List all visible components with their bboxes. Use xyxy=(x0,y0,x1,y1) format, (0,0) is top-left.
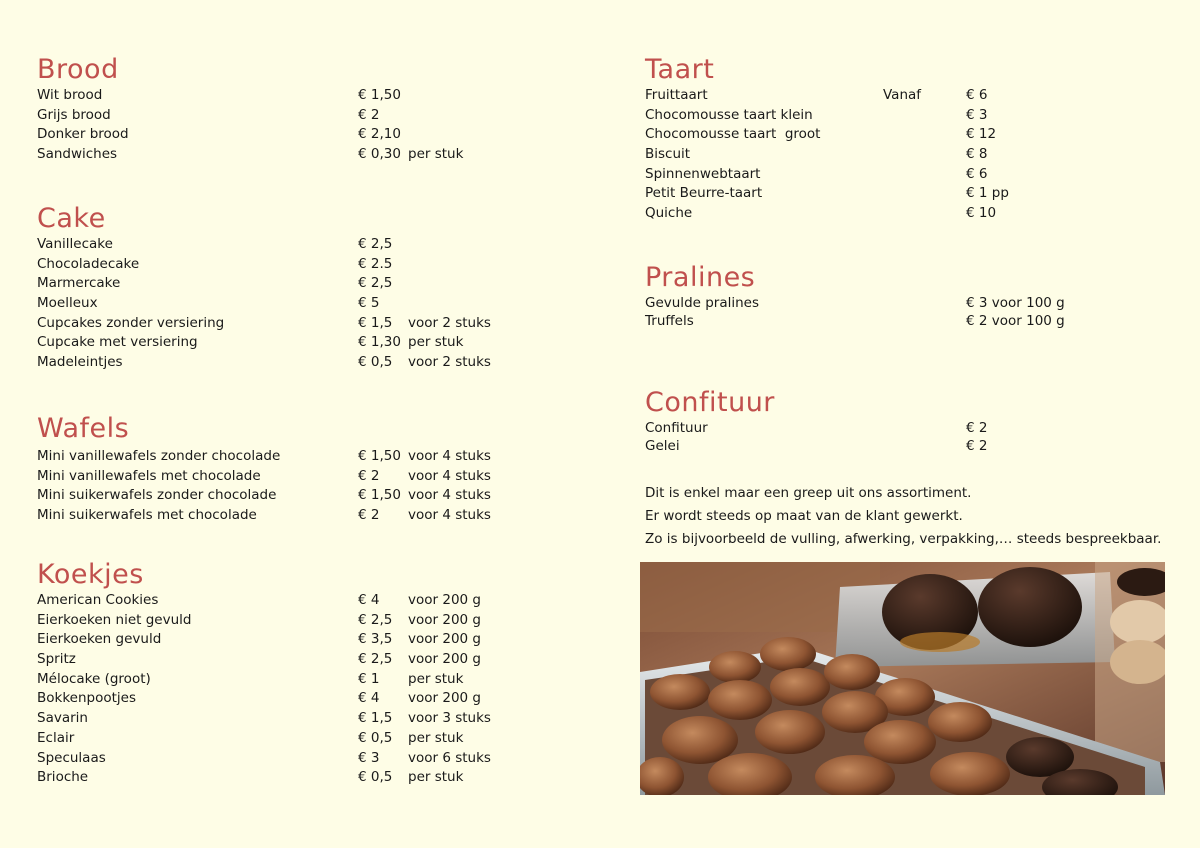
list-item xyxy=(37,86,401,106)
item-name: Gevulde pralines xyxy=(645,295,760,311)
section-title: Brood xyxy=(37,54,119,85)
list-item xyxy=(37,670,464,690)
item-name: Marmercake xyxy=(37,275,121,292)
item-name: Savarin xyxy=(37,710,88,727)
item-price: € 3 xyxy=(358,749,380,766)
list-item xyxy=(37,467,491,487)
item-price: € 2,10 xyxy=(358,126,401,143)
list-item xyxy=(37,333,464,353)
item-name: Eierkoeken niet gevuld xyxy=(37,611,192,628)
item-name: Mini suikerwafels zonder chocolade xyxy=(37,487,277,504)
item-list xyxy=(37,591,491,788)
section-pralines xyxy=(645,262,1065,330)
pralines-photo xyxy=(640,562,1165,795)
item-name: Speculaas xyxy=(37,749,106,766)
list-item xyxy=(37,125,401,145)
list-item xyxy=(37,630,481,650)
item-name: Confituur xyxy=(645,420,708,436)
item-name: Chocoladecake xyxy=(37,255,140,272)
item-name: Truffels xyxy=(645,313,694,329)
item-price: € 2 xyxy=(966,420,988,436)
section-cake xyxy=(37,203,491,373)
item-name: Vanillecake xyxy=(37,236,113,252)
item-price: € 2 xyxy=(358,507,380,524)
list-item xyxy=(37,106,380,126)
item-price: € 3 xyxy=(966,106,988,123)
list-item xyxy=(37,314,491,334)
item-name: Mini vanillewafels zonder chocolade xyxy=(37,448,281,464)
list-item xyxy=(645,184,1009,204)
item-price: € 2,5 xyxy=(358,611,393,628)
item-price: € 2 xyxy=(358,467,380,484)
list-item xyxy=(37,353,491,373)
list-item xyxy=(37,447,491,467)
item-name: Fruittaart xyxy=(645,87,708,103)
item-list xyxy=(645,86,1009,224)
section-title: Wafels xyxy=(37,413,130,444)
section-taart xyxy=(645,54,1009,224)
item-price: € 2,5 xyxy=(358,236,393,252)
section-confituur xyxy=(645,387,988,455)
item-note: voor 200 g xyxy=(408,690,481,707)
item-name: Mélocake (groot) xyxy=(37,670,151,687)
item-price: € 3,5 xyxy=(358,631,393,648)
item-name: Chocomousse taart klein xyxy=(645,106,813,123)
item-name: Spinnenwebtaart xyxy=(645,165,761,182)
item-name: Eclair xyxy=(37,729,75,746)
note-line: Dit is enkel maar een greep uit ons assortiment. xyxy=(645,485,972,501)
item-name: Eierkoeken gevuld xyxy=(37,631,162,648)
item-name: American Cookies xyxy=(37,592,159,608)
item-name: Quiche xyxy=(645,205,693,222)
item-price: € 1,50 xyxy=(358,487,401,504)
item-name: Mini suikerwafels met chocolade xyxy=(37,507,257,524)
item-note: per stuk xyxy=(408,146,464,163)
item-price: € 2,5 xyxy=(358,651,393,668)
item-price: € 2 xyxy=(358,106,380,123)
list-item xyxy=(37,235,393,255)
item-note: per stuk xyxy=(408,769,464,786)
item-price: € 8 xyxy=(966,146,988,163)
assortment-note xyxy=(645,482,1161,551)
list-item xyxy=(645,125,997,145)
item-price: € 0,30 xyxy=(358,146,401,163)
item-name: Donker brood xyxy=(37,126,129,143)
list-item xyxy=(645,204,997,224)
item-price: € 1 pp xyxy=(966,185,1009,202)
item-price: € 6 xyxy=(966,87,988,103)
item-note: voor 200 g xyxy=(408,631,481,648)
item-price: € 5 xyxy=(358,295,380,312)
item-price: € 0,5 xyxy=(358,769,393,786)
item-price: € 2 xyxy=(966,438,988,454)
list-item xyxy=(37,591,481,611)
list-item xyxy=(37,611,481,631)
item-name: Spritz xyxy=(37,651,76,668)
item-price: € 0,5 xyxy=(358,354,393,371)
item-name: Biscuit xyxy=(645,146,691,163)
item-price: € 1,30 xyxy=(358,334,401,351)
note-line: Er wordt steeds op maat van de klant gewerkt. xyxy=(645,508,963,524)
item-list xyxy=(37,235,491,373)
item-note: per stuk xyxy=(408,670,464,687)
section-title: Taart xyxy=(645,54,715,85)
item-note: voor 200 g xyxy=(408,651,481,668)
list-item xyxy=(37,729,464,749)
item-price: € 3 voor 100 g xyxy=(966,295,1065,311)
item-price: € 1 xyxy=(358,670,380,687)
item-prefix: Vanaf xyxy=(883,87,922,103)
item-note: voor 2 stuks xyxy=(408,314,491,331)
item-name: Chocomousse taart groot xyxy=(645,126,821,143)
section-brood xyxy=(37,54,464,165)
item-price: € 4 xyxy=(358,690,380,707)
item-price: € 1,5 xyxy=(358,314,393,331)
list-item xyxy=(37,650,481,670)
item-name: Petit Beurre-taart xyxy=(645,185,763,202)
item-price: € 1,50 xyxy=(358,448,401,464)
list-item xyxy=(645,419,988,437)
section-koekjes xyxy=(37,559,491,788)
item-name: Cupcakes zonder versiering xyxy=(37,314,225,331)
item-name: Grijs brood xyxy=(37,106,111,123)
item-note: per stuk xyxy=(408,334,464,351)
item-price: € 12 xyxy=(966,126,997,143)
item-list xyxy=(37,86,464,165)
item-note: voor 4 stuks xyxy=(408,467,491,484)
item-list xyxy=(645,294,1065,330)
item-note: voor 3 stuks xyxy=(408,710,491,727)
list-item xyxy=(37,274,393,294)
list-item xyxy=(37,768,464,788)
list-item xyxy=(37,145,464,165)
item-note: voor 6 stuks xyxy=(408,749,491,766)
item-price: € 1,50 xyxy=(358,87,401,103)
list-item xyxy=(645,165,988,185)
item-list xyxy=(645,419,988,455)
item-price: € 4 xyxy=(358,592,380,608)
list-item xyxy=(645,437,988,455)
list-item xyxy=(37,749,491,769)
item-name: Sandwiches xyxy=(37,146,118,163)
section-title: Confituur xyxy=(645,387,775,418)
item-price: € 2,5 xyxy=(358,275,393,292)
item-price: € 2.5 xyxy=(358,255,393,272)
item-price: € 2 voor 100 g xyxy=(966,313,1065,329)
item-name: Moelleux xyxy=(37,295,98,312)
item-name: Wit brood xyxy=(37,87,103,103)
item-note: per stuk xyxy=(408,729,464,746)
section-wafels xyxy=(37,413,491,526)
list-item xyxy=(37,689,481,709)
item-note: voor 200 g xyxy=(408,592,481,608)
item-name: Madeleintjes xyxy=(37,354,123,371)
item-name: Bokkenpootjes xyxy=(37,690,137,707)
item-price: € 10 xyxy=(966,205,997,222)
section-title: Cake xyxy=(37,203,106,234)
list-item xyxy=(37,709,491,729)
list-item xyxy=(37,294,380,314)
note-line: Zo is bijvoorbeeld de vulling, afwerking, verpakking,… steeds bespreekbaar. xyxy=(645,531,1162,547)
item-list xyxy=(37,447,491,526)
section-title: Pralines xyxy=(645,262,756,293)
item-price: € 1,5 xyxy=(358,710,393,727)
item-name: Gelei xyxy=(645,438,680,454)
list-item xyxy=(645,86,988,106)
list-item xyxy=(645,145,988,165)
section-title: Koekjes xyxy=(37,559,144,590)
list-item xyxy=(645,312,1065,330)
item-price: € 6 xyxy=(966,165,988,182)
item-name: Cupcake met versiering xyxy=(37,334,198,351)
list-item xyxy=(645,294,1065,312)
item-note: voor 2 stuks xyxy=(408,354,491,371)
item-name: Brioche xyxy=(37,769,89,786)
list-item xyxy=(37,506,491,526)
list-item xyxy=(645,106,988,126)
item-price: € 0,5 xyxy=(358,729,393,746)
item-note: voor 200 g xyxy=(408,611,481,628)
item-note: voor 4 stuks xyxy=(408,448,491,464)
item-name: Mini vanillewafels met chocolade xyxy=(37,467,261,484)
list-item xyxy=(37,255,393,275)
item-note: voor 4 stuks xyxy=(408,487,491,504)
list-item xyxy=(37,486,491,506)
item-note: voor 4 stuks xyxy=(408,507,491,524)
